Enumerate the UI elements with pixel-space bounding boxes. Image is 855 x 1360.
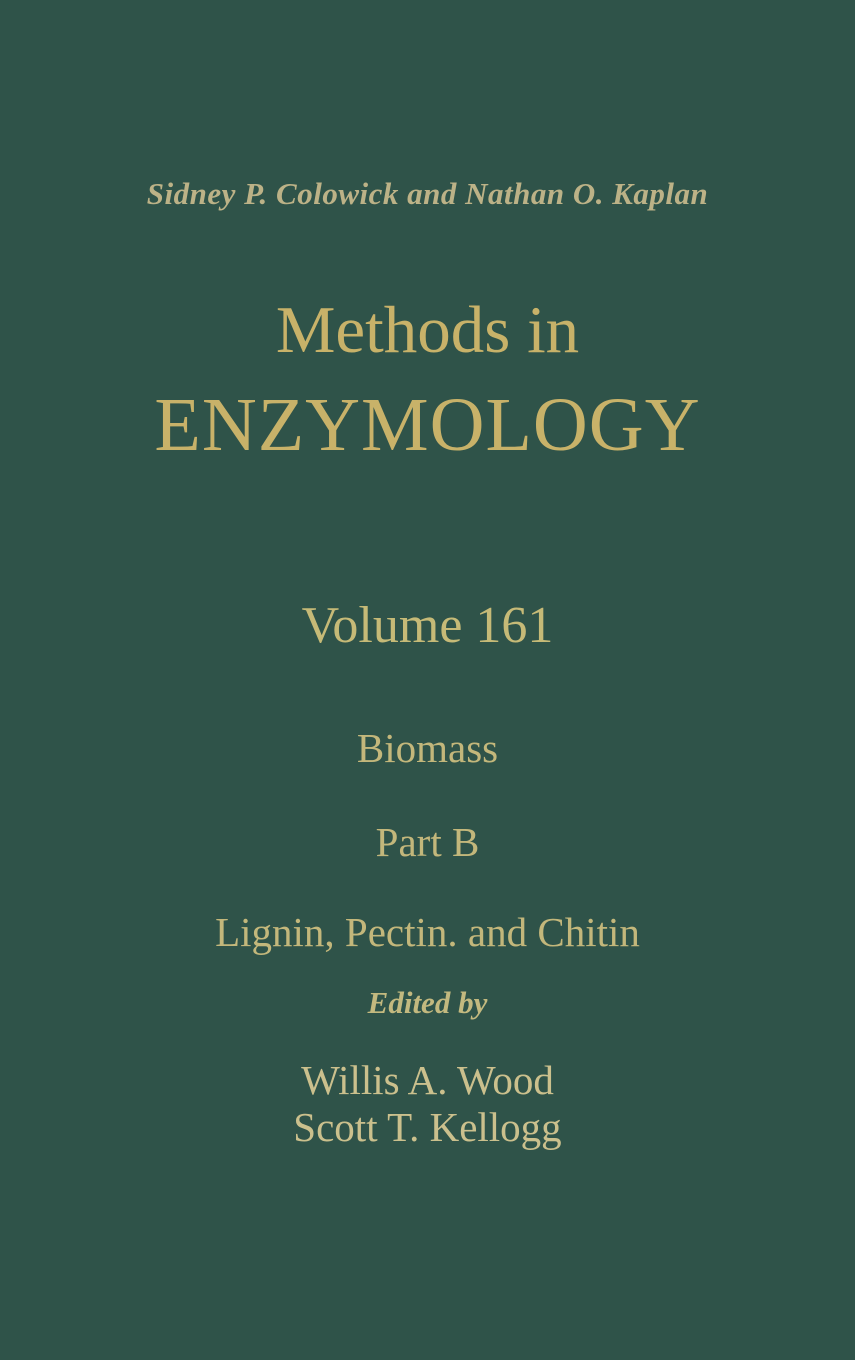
edited-by-label: Edited by — [367, 985, 488, 1020]
book-title-line1: Methods in — [275, 293, 580, 367]
book-title-line2: ENZYMOLOGY — [154, 383, 701, 467]
subtitle-biomass: Biomass — [356, 725, 499, 771]
subtitle-part: Part B — [375, 819, 480, 865]
editor-name-2: Scott T. Kellogg — [293, 1104, 562, 1150]
volume-number: Volume 161 — [301, 597, 554, 654]
series-editors: Sidney P. Colowick and Nathan O. Kaplan — [146, 176, 709, 211]
subtitle-topics: Lignin, Pectin. and Chitin — [215, 909, 640, 955]
editor-name-1: Willis A. Wood — [301, 1057, 554, 1103]
